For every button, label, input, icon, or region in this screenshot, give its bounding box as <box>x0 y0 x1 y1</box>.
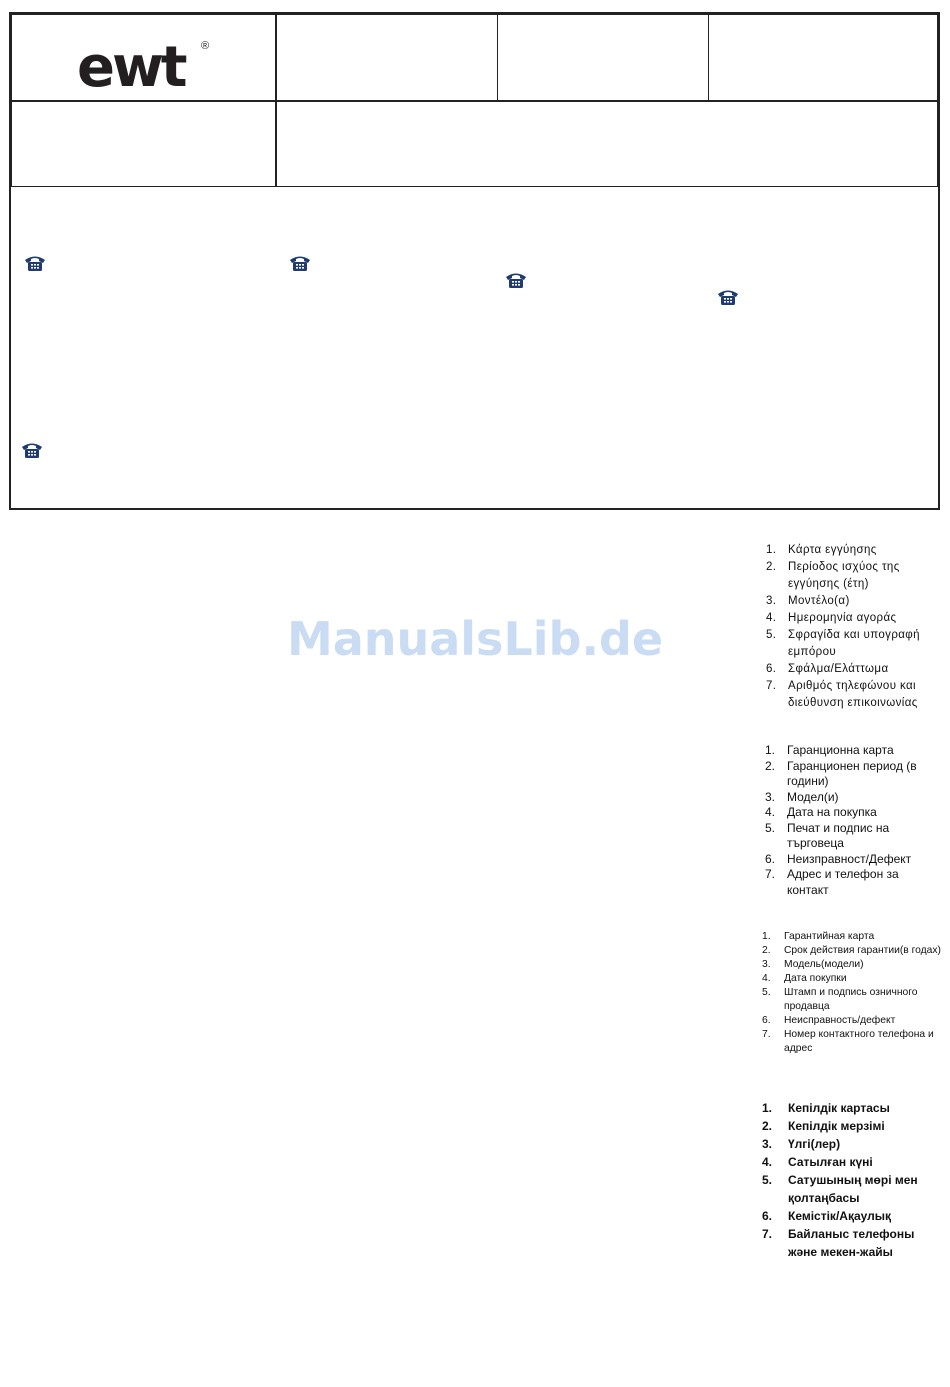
list-item: 6. Кемістік/Ақаулық <box>762 1209 892 1223</box>
list-item: 5. Σφραγίδα και υπογραφή εμπόρου <box>766 629 920 658</box>
list-item: 7. Αριθμός τηλεφώνου και διεύθυνση επικοινωνίας <box>766 680 918 709</box>
list-item: 5. Сатушының мөрі мен қолтаңбасы <box>762 1173 918 1205</box>
legend-list-bulgarian <box>765 743 943 898</box>
watermark: ManualsLib.de <box>286 612 664 666</box>
telephone-icon <box>289 254 311 272</box>
list-item: 6. Неисправность/дефект <box>762 1015 896 1026</box>
stamp-signature-cell <box>11 100 276 187</box>
telephone-icon <box>505 271 527 289</box>
list-item: 6. Σφάλμα/Ελάττωμα <box>766 663 889 675</box>
list-item: 2. Гаранционен период (в години) <box>765 758 917 788</box>
ewt-logo: ewt <box>77 35 185 100</box>
list-item: 4. Дата на покупка <box>765 805 877 819</box>
list-item: 1. Κάρτα εγγύησης <box>766 544 877 556</box>
telephone-icon <box>717 288 739 306</box>
list-item: 5. Печат и подпис на търговеца <box>765 820 890 850</box>
legend-list-greek <box>766 542 941 712</box>
warranty-period-cell <box>276 14 498 102</box>
list-item: 3. Модель(модели) <box>762 959 864 970</box>
list-item: 3. Μοντέλο(α) <box>766 595 850 607</box>
list-item: 1. Кепілдік картасы <box>762 1101 890 1115</box>
list-item: 1. Гарантийная карта <box>762 931 875 942</box>
model-cell <box>497 14 709 102</box>
list-item: 2. Кепілдік мерзімі <box>762 1119 885 1133</box>
list-item: 1. Гаранционна карта <box>765 743 894 757</box>
list-item: 2. Περίοδος ισχύος της εγγύησης (έτη) <box>766 561 900 590</box>
purchase-date-cell <box>708 14 938 102</box>
telephone-icon <box>21 441 43 459</box>
defect-description-cell <box>276 100 938 187</box>
list-item: 7. Байланыс телефоны және мекен-жайы <box>762 1227 915 1259</box>
registered-mark: ® <box>201 40 210 52</box>
list-item: 7. Номер контактного телефона и адрес <box>762 1029 934 1054</box>
list-item: 7. Адрес и телефон за контакт <box>765 867 899 897</box>
list-item: 2. Срок действия гарантии(в годах) <box>762 945 941 956</box>
list-item: 4. Дата покупки <box>762 973 847 984</box>
list-item: 4. Сатылған күні <box>762 1155 873 1169</box>
legend-list-russian <box>762 930 944 1056</box>
list-item: 3. Модел(и) <box>765 789 839 804</box>
list-item: 5. Штамп и подпись озничного продавца <box>762 987 918 1012</box>
list-item: 3. Үлгі(лер) <box>762 1137 841 1151</box>
legend-list-kazakh <box>762 1099 944 1261</box>
list-item: 6. Неизправност/Дефект <box>765 851 912 866</box>
list-item: 4. Ημερομηνία αγοράς <box>766 612 897 624</box>
telephone-icon <box>24 254 46 272</box>
